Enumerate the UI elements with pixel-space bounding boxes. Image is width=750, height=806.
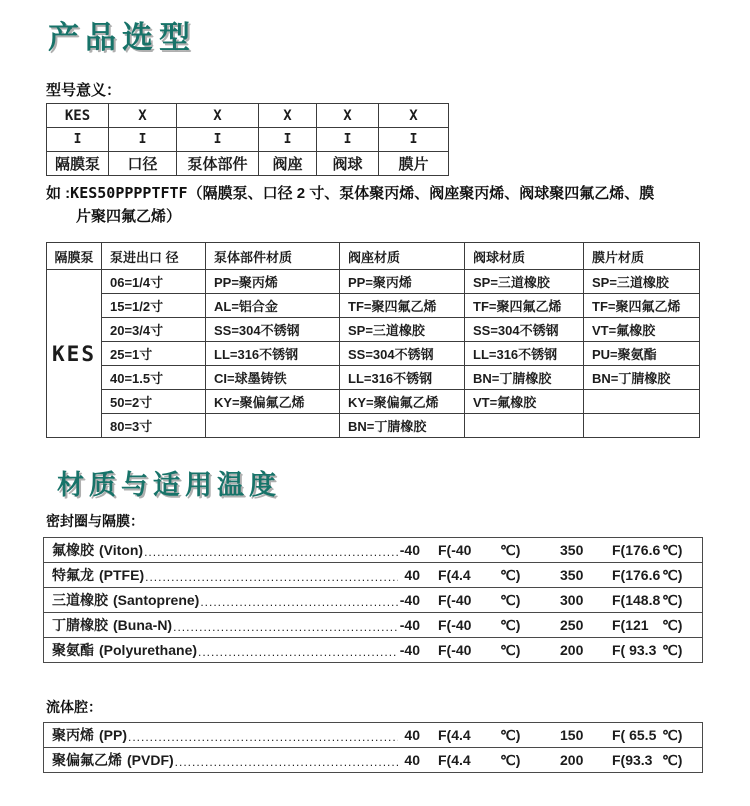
max-temp-f: 350: [560, 567, 584, 583]
model-code-cell: X: [317, 104, 379, 128]
max-temp-c-unit: ℃): [662, 641, 683, 658]
material-name-cn: 聚氨酯: [52, 642, 94, 658]
cell-diaphragm: [584, 390, 700, 414]
temp-row: [43, 537, 703, 563]
temp-row: [43, 612, 703, 638]
dot-leader: [173, 620, 398, 634]
model-name-cell: 膜片: [379, 152, 449, 176]
material-name-en: (PTFE): [99, 567, 145, 583]
material-name-cn: 三道橡胶: [52, 592, 108, 608]
cell-size: 50=2寸: [102, 390, 206, 414]
temp-row: [43, 562, 703, 588]
cell-size: 25=1寸: [102, 342, 206, 366]
max-temp-c-unit: ℃): [662, 591, 683, 608]
min-temp-c-open: F(-40: [438, 592, 472, 608]
material-name-en: (Viton): [99, 542, 144, 558]
min-temp-c-unit: ℃): [500, 751, 521, 768]
header-body-material: 泵体部件材质: [206, 243, 340, 270]
material-name-en: (Santoprene): [113, 592, 200, 608]
cell-body: KY=聚偏氟乙烯: [206, 390, 340, 414]
material-name-cn: 聚丙烯: [52, 727, 94, 743]
min-temp-c-unit: ℃): [500, 641, 521, 658]
section-title-materials-temperature: 材质与适用温度: [57, 470, 281, 500]
min-temp-c-open: F(4.4: [438, 727, 471, 743]
max-temp-c-open: F(93.3: [612, 752, 653, 768]
material-name-cn: 丁腈橡胶: [52, 617, 108, 633]
material-name-cn: 特氟龙: [52, 567, 94, 583]
dot-leader: [198, 645, 398, 659]
min-temp-c-open: F(-40: [438, 542, 472, 558]
example-description: （隔膜泵、口径 2 寸、泵体聚丙烯、阀座聚丙烯、阀球聚四氟乙烯、膜: [187, 185, 655, 202]
example-model-code: KES50PPPPTFTF: [70, 184, 188, 202]
min-temp-c-unit: ℃): [500, 566, 521, 583]
model-name-row: [47, 152, 449, 176]
min-temp-c-unit: ℃): [500, 726, 521, 743]
cell-diaphragm: TF=聚四氟乙烯: [584, 294, 700, 318]
model-bar-cell: I: [317, 128, 379, 152]
example-prefix: 如 :: [46, 185, 71, 202]
dot-leader: [144, 545, 398, 559]
model-code-cell: X: [109, 104, 177, 128]
model-bar-cell: I: [47, 128, 109, 152]
max-temp-c-unit: ℃): [662, 541, 683, 558]
model-code-row: [47, 104, 449, 128]
cell-diaphragm: PU=聚氨酯: [584, 342, 700, 366]
cell-seat: SP=三道橡胶: [340, 318, 465, 342]
cell-size: 40=1.5寸: [102, 366, 206, 390]
example-description-line2: 片聚四氟乙烯）: [76, 208, 182, 225]
model-name-cell: 口径: [109, 152, 177, 176]
cell-diaphragm: BN=丁腈橡胶: [584, 366, 700, 390]
header-port-size: 泵进出口 径: [102, 243, 206, 270]
table-row: [47, 318, 700, 342]
selection-header-row: [47, 243, 700, 270]
model-code-cell: X: [379, 104, 449, 128]
max-temp-c-unit: ℃): [662, 751, 683, 768]
max-temp-c-unit: ℃): [662, 726, 683, 743]
max-temp-c-open: F( 65.5: [612, 727, 657, 743]
table-row: [47, 294, 700, 318]
model-code-cell: KES: [47, 104, 109, 128]
page-title-product-selection: 产品选型: [48, 20, 196, 55]
temp-row: [43, 587, 703, 613]
model-name-cell: 隔膜泵: [47, 152, 109, 176]
model-code-cell: X: [177, 104, 259, 128]
dot-leader: [128, 730, 398, 744]
material-name-en: (Polyurethane): [99, 642, 198, 658]
min-temp-f: -40: [399, 542, 420, 558]
max-temp-c-open: F( 93.3: [612, 642, 657, 658]
model-code-table: [46, 103, 449, 176]
model-meaning-label: 型号意义：: [46, 82, 122, 99]
header-diaphragm-pump: 隔膜泵: [47, 243, 102, 270]
material-name-en: (PP): [99, 727, 127, 743]
max-temp-c-unit: ℃): [662, 616, 683, 633]
selection-table: [46, 242, 700, 438]
table-row: [47, 390, 700, 414]
cell-body: [206, 414, 340, 438]
cell-ball: [465, 414, 584, 438]
cell-seat: KY=聚偏氟乙烯: [340, 390, 465, 414]
cell-seat: TF=聚四氟乙烯: [340, 294, 465, 318]
cell-body: CI=球墨铸铁: [206, 366, 340, 390]
min-temp-c-open: F(4.4: [438, 752, 471, 768]
min-temp-c-open: F(-40: [438, 617, 472, 633]
max-temp-f: 300: [560, 592, 584, 608]
model-name-cell: 阀座: [259, 152, 317, 176]
model-bar-cell: I: [379, 128, 449, 152]
cell-diaphragm: VT=氟橡胶: [584, 318, 700, 342]
cell-ball: TF=聚四氟乙烯: [465, 294, 584, 318]
max-temp-c-unit: ℃): [662, 566, 683, 583]
cell-ball: SP=三道橡胶: [465, 270, 584, 294]
min-temp-f: -40: [399, 642, 420, 658]
cell-body: SS=304不锈钢: [206, 318, 340, 342]
material-name-en: (Buna-N): [113, 617, 173, 633]
dot-leader: [175, 755, 398, 769]
temp-row: [43, 747, 703, 773]
min-temp-f: -40: [399, 592, 420, 608]
table-row: [47, 270, 700, 294]
min-temp-f: 40: [404, 752, 420, 768]
cell-ball: SS=304不锈钢: [465, 318, 584, 342]
min-temp-c-unit: ℃): [500, 541, 521, 558]
model-bar-cell: I: [177, 128, 259, 152]
min-temp-f: -40: [399, 617, 420, 633]
max-temp-c-open: F(176.6: [612, 542, 661, 558]
cell-seat: PP=聚丙烯: [340, 270, 465, 294]
cell-size: 80=3寸: [102, 414, 206, 438]
seal-diaphragm-label: 密封圈与隔膜：: [46, 513, 144, 529]
cell-ball: BN=丁腈橡胶: [465, 366, 584, 390]
header-ball-material: 阀球材质: [465, 243, 584, 270]
min-temp-c-open: F(-40: [438, 642, 472, 658]
max-temp-f: 350: [560, 542, 584, 558]
min-temp-c-unit: ℃): [500, 616, 521, 633]
cell-size: 06=1/4寸: [102, 270, 206, 294]
cell-size: 15=1/2寸: [102, 294, 206, 318]
cell-diaphragm: [584, 414, 700, 438]
min-temp-c-open: F(4.4: [438, 567, 471, 583]
model-bar-cell: I: [259, 128, 317, 152]
model-code-cell: X: [259, 104, 317, 128]
cell-body: AL=铝合金: [206, 294, 340, 318]
cell-size: 20=3/4寸: [102, 318, 206, 342]
model-bar-row: [47, 128, 449, 152]
seal-temperature-table: [43, 537, 703, 663]
model-name-cell: 泵体部件: [177, 152, 259, 176]
dot-leader: [200, 595, 398, 609]
header-seat-material: 阀座材质: [340, 243, 465, 270]
header-diaphragm-material: 膜片材质: [584, 243, 700, 270]
cell-seat: LL=316不锈钢: [340, 366, 465, 390]
max-temp-c-open: F(121: [612, 617, 649, 633]
temp-row: [43, 722, 703, 748]
model-example-text: [46, 182, 716, 228]
max-temp-f: 200: [560, 752, 584, 768]
model-bar-cell: I: [109, 128, 177, 152]
model-name-cell: 阀球: [317, 152, 379, 176]
material-name-en: (PVDF): [127, 752, 174, 768]
max-temp-f: 150: [560, 727, 584, 743]
series-kes-cell: KES: [47, 270, 102, 438]
table-row: [47, 414, 700, 438]
min-temp-f: 40: [404, 727, 420, 743]
table-row: [47, 366, 700, 390]
max-temp-c-open: F(176.6: [612, 567, 661, 583]
temp-row: [43, 637, 703, 663]
max-temp-f: 250: [560, 617, 584, 633]
table-row: [47, 342, 700, 366]
cell-seat: SS=304不锈钢: [340, 342, 465, 366]
max-temp-c-open: F(148.8: [612, 592, 661, 608]
fluid-temperature-table: [43, 722, 703, 773]
min-temp-f: 40: [404, 567, 420, 583]
fluid-chamber-label: 流体腔：: [46, 699, 102, 715]
cell-ball: LL=316不锈钢: [465, 342, 584, 366]
max-temp-f: 200: [560, 642, 584, 658]
cell-body: PP=聚丙烯: [206, 270, 340, 294]
min-temp-c-unit: ℃): [500, 591, 521, 608]
cell-body: LL=316不锈钢: [206, 342, 340, 366]
dot-leader: [145, 570, 398, 584]
material-name-cn: 氟橡胶: [52, 542, 94, 558]
cell-seat: BN=丁腈橡胶: [340, 414, 465, 438]
cell-ball: VT=氟橡胶: [465, 390, 584, 414]
cell-diaphragm: SP=三道橡胶: [584, 270, 700, 294]
material-name-cn: 聚偏氟乙烯: [52, 752, 122, 768]
